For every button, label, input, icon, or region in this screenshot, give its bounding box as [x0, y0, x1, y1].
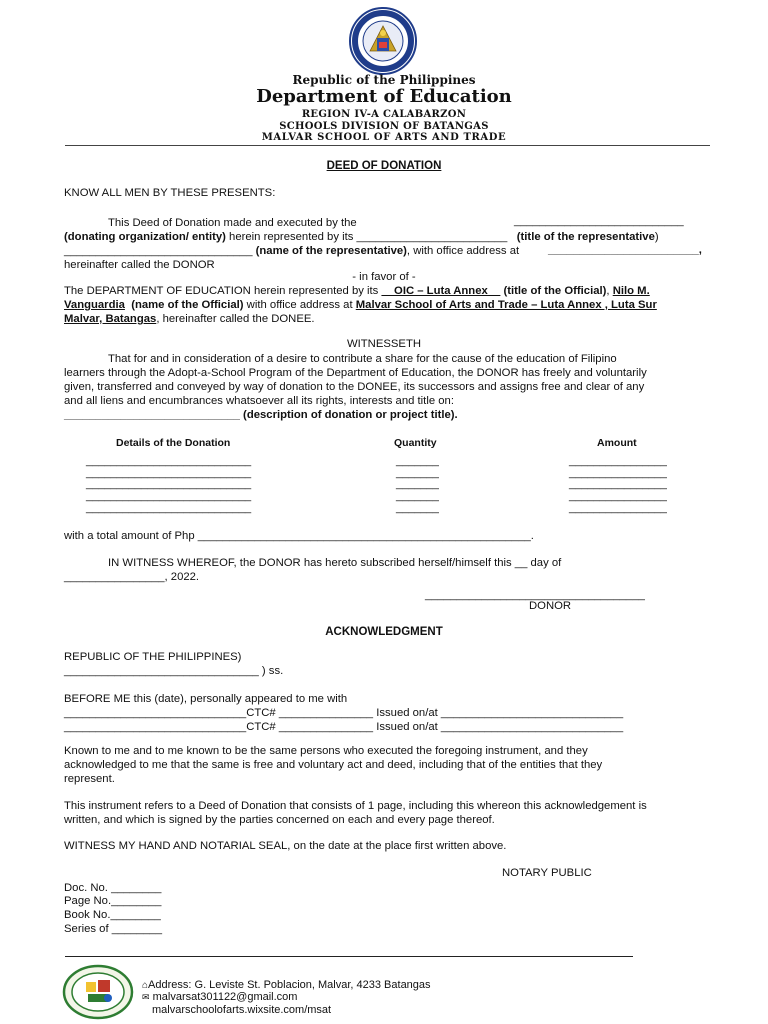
donating-org-label: (donating organization/ entity)	[64, 231, 226, 243]
footer-divider	[65, 956, 633, 957]
republic-heading: Republic of the Philippines	[292, 73, 476, 87]
p1-line2	[64, 231, 709, 245]
quantity-blank-row-5: _______	[396, 501, 439, 514]
amount-blank-row-4: ________________	[569, 490, 667, 503]
division-heading: SCHOOLS DIVISION OF BATANGAS	[279, 121, 489, 132]
amount-column	[569, 456, 667, 515]
witness-line2: ________________, 2022.	[64, 571, 200, 583]
p2-line3-end: , hereinafter called the DONEE.	[156, 313, 315, 325]
p2-line3	[64, 313, 315, 327]
total-amount-label: with a total amount of Php	[64, 530, 198, 542]
footer-website[interactable]: malvarschoolofarts.wixsite.com/msat	[152, 1004, 332, 1016]
department-heading: Department of Education	[256, 86, 512, 107]
instrument-line2: written, and which is signed by the parties concerned on each and every page thereof.	[64, 814, 495, 826]
ack-ss-line: _______________________________ ) ss.	[64, 665, 284, 677]
p1-blank1: ___________________________	[514, 215, 684, 227]
donor-label: DONOR	[529, 600, 572, 612]
know-all-men: KNOW ALL MEN BY THESE PRESENTS:	[64, 187, 276, 199]
school-heading: MALVAR SCHOOL OF ARTS AND TRADE	[261, 132, 507, 143]
p1-blank2: ________________________	[356, 231, 508, 243]
p1-line1-start: This Deed of Donation made and executed by the	[108, 217, 357, 229]
details-blank-row-1: ___________________________	[86, 455, 252, 467]
details-blank-row-2: ___________________________	[86, 466, 252, 479]
p1-line3-blank2: ________________________,	[548, 244, 702, 256]
in-favor-of: - in favor of -	[352, 271, 416, 283]
email-icon: ✉	[142, 992, 150, 1002]
footer-address-text: Address: G. Leviste St. Poblacion, Malvar, 4233 Batangas	[148, 979, 431, 991]
col-details-header: Details of the Donation	[116, 437, 231, 449]
oic-luta-annex: __OIC – Luta Annex__	[381, 285, 501, 297]
known-line1: Known to me and to me known to be the same persons who executed the foregoing instrument, and they	[64, 745, 588, 757]
instrument-line1: This instrument refers to a Deed of Donation that consists of 1 page, including this whereon this acknowledgement is	[64, 800, 647, 812]
p2-line1: The DEPARTMENT OF EDUCATION herein represented by its __OIC – Luta Annex__ (title of the Official), Nilo M.	[64, 285, 650, 297]
p2-line1-start: The DEPARTMENT OF EDUCATION herein represented by its	[64, 285, 379, 297]
details-blank-row-3: ___________________________	[86, 478, 252, 491]
quantity-blank-row-2: _______	[396, 466, 439, 479]
total-amount-line	[64, 530, 534, 544]
witness-hand: WITNESS MY HAND AND NOTARIAL SEAL, on the date at the place first written above.	[64, 840, 507, 852]
amount-blank-row-1: ________________	[569, 455, 667, 467]
name-rep-label: (name of the representative)	[252, 245, 407, 257]
title-official-label: (title of the Official)	[500, 285, 607, 297]
donee-address-2: Malvar, Batangas	[64, 313, 157, 325]
amount-blank-row-2: ________________	[569, 466, 667, 479]
quantity-blank-row-4: _______	[396, 490, 439, 503]
p3-line1: That for and in consideration of a desire to contribute a share for the cause of the education of Filipino	[108, 353, 617, 365]
ctc-line-1: _____________________________CTC# _______________ Issued on/at _____________________________	[64, 707, 624, 719]
acknowledgment-title: ACKNOWLEDGMENT	[325, 626, 443, 638]
col-amount-header: Amount	[597, 437, 637, 449]
witnesseth-heading: WITNESSETH	[346, 338, 422, 350]
p1-line2-mid: herein represented by its	[225, 231, 357, 243]
series-of: Series of ________	[64, 923, 162, 935]
amount-blank-row-3: ________________	[569, 478, 667, 491]
p1-line4: hereinafter called the DONOR	[64, 259, 215, 271]
name-official-label: (name of the Official)	[131, 299, 244, 311]
header-divider	[65, 145, 710, 146]
p3-line2: learners through the Adopt-a-School Program of the Department of Education, the DONOR has freely and voluntarily	[64, 367, 647, 379]
notary-public: NOTARY PUBLIC	[502, 867, 592, 879]
p3-line5: ____________________________ (description of donation or project title).	[64, 409, 458, 421]
witness-line1: IN WITNESS WHEREOF, the DONOR has hereto subscribed herself/himself this __ day of	[108, 557, 562, 569]
p1-line2-end: )	[654, 231, 659, 243]
before-me: BEFORE ME this (date), personally appeared to me with	[64, 693, 348, 705]
quantity-blank-row-3: _______	[396, 478, 439, 491]
book-no: Book No.________	[64, 909, 161, 921]
footer-email-text[interactable]: malvarsat301122@gmail.com	[152, 991, 298, 1003]
p3-line3: given, transferred and conveyed by way of donation to the DONEE, its successors and assigns free and clear of any	[64, 381, 645, 393]
doc-no: Doc. No. ________	[64, 882, 162, 894]
ctc-line-2: _____________________________CTC# _______________ Issued on/at _____________________________	[64, 721, 624, 733]
page-no: Page No.________	[64, 895, 162, 907]
p1-line3-blank: ______________________________	[64, 245, 253, 257]
ack-republic: REPUBLIC OF THE PHILIPPINES)	[64, 651, 242, 663]
deped-seal-icon	[345, 6, 421, 76]
col-quantity-header: Quantity	[394, 437, 437, 449]
title-rep-label: (title of the representative	[516, 231, 655, 243]
p1-line3-mid: , with office address at	[406, 245, 520, 257]
footer-email	[142, 991, 297, 1003]
region-heading: REGION IV-A CALABARZON	[301, 109, 467, 120]
school-logo-icon	[62, 964, 134, 1020]
p1-line3	[64, 245, 519, 259]
official-name-first: Nilo M.	[612, 285, 650, 297]
quantity-blank-row-1: _______	[396, 455, 439, 467]
details-column	[86, 456, 251, 515]
known-line2: acknowledged to me that the same is free and voluntary act and deed, including that of the entities that they	[64, 759, 603, 771]
known-line3: represent.	[64, 773, 115, 785]
official-name-last: Vanguardia	[64, 299, 125, 311]
deed-title: DEED OF DONATION	[326, 160, 442, 172]
details-blank-row-4: ___________________________	[86, 490, 252, 503]
details-blank-row-5: ___________________________	[86, 501, 252, 514]
p2-line2-mid: with office address at	[243, 299, 356, 311]
p2-line2	[64, 299, 709, 313]
donee-address-1: Malvar School of Arts and Trade – Luta Annex , Luta Sur	[355, 299, 657, 311]
quantity-column	[396, 456, 439, 515]
amount-blank-row-5: ________________	[569, 501, 667, 514]
location-icon: ⌂	[142, 980, 149, 991]
p3-line4: and all liens and encumbrances whatsoever all its rights, interests and title on:	[64, 395, 454, 407]
total-amount-blank: _____________________________________________________.	[197, 530, 534, 542]
donor-signature-line: ___________________________________	[425, 589, 645, 601]
